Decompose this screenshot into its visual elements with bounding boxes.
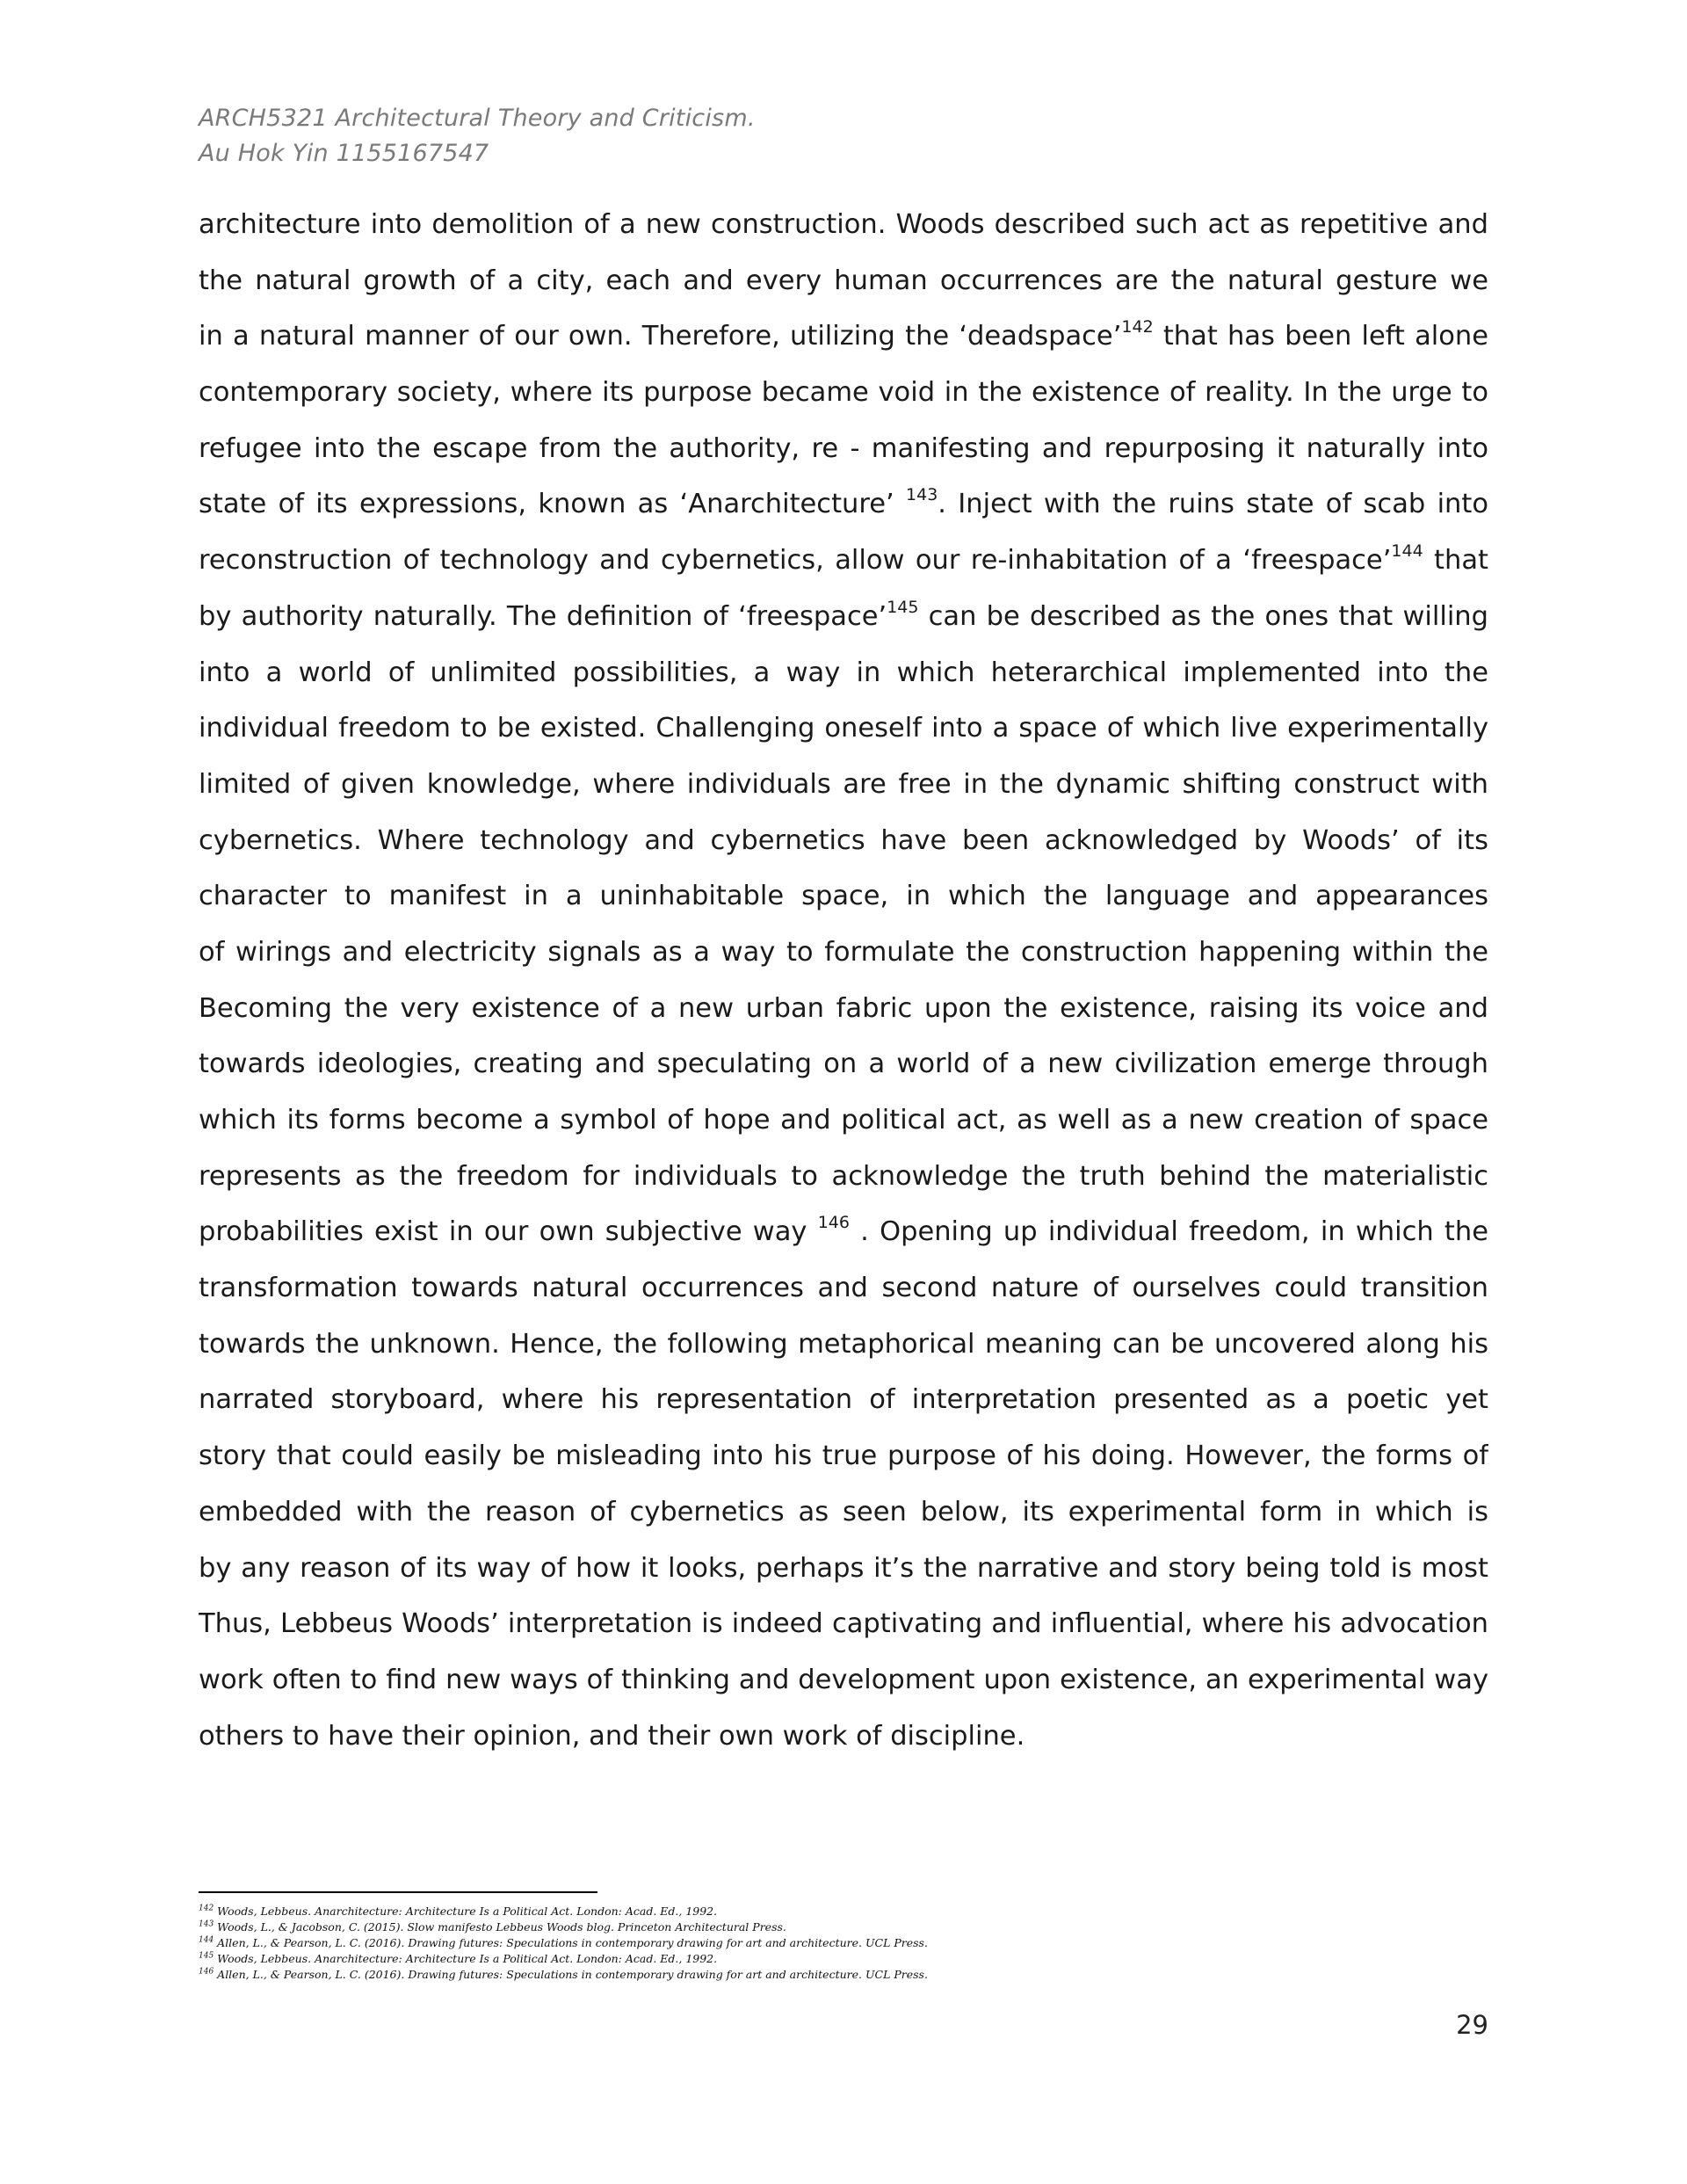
- text-line: work often to find new ways of thinking and development upon existence, an experimental way: [199, 1664, 1488, 1695]
- text-line: which its forms become a symbol of hope and political act, as well as a new creation of space: [199, 1105, 1488, 1136]
- text-line: reconstruction of technology and cybernetics, allow our re-inhabitation of a ‘freespace’$^{144}$ that: [199, 541, 1488, 577]
- footnote-item: $^{143}$ Woods, L., & Jacobson, C. (2015). Slow manifesto Lebbeus Woods blog. Princeton Architectural Press.: [199, 1919, 786, 1934]
- text-line: represents as the freedom for individuals to acknowledge the truth behind the materialistic: [199, 1160, 1488, 1192]
- text-line: probabilities exist in our own subjective way $^{146}$ . Opening up individual freedom, in which the: [199, 1213, 1488, 1248]
- text-line: by authority naturally. The definition of ‘freespace’$^{145}$ can be described as the ones that willing: [199, 597, 1488, 632]
- footnote-number: 144: [199, 1935, 214, 1945]
- footnote-ref[interactable]: 146: [817, 1213, 850, 1233]
- page-number: 29: [1456, 2010, 1488, 2040]
- text-line: the natural growth of a city, each and every human occurrences are the natural gesture we: [199, 265, 1488, 296]
- footnote-ref[interactable]: 144: [1391, 541, 1423, 561]
- text-line: embedded with the reason of cybernetics as seen below, its experimental form in which is: [199, 1496, 1488, 1527]
- text-line: into a world of unlimited possibilities, a way in which heterarchical implemented into the: [199, 657, 1488, 688]
- text-line: contemporary society, where its purpose became void in the existence of reality. In the urge to: [199, 377, 1488, 409]
- text-line: others to have their opinion, and their own work of discipline.: [199, 1720, 1025, 1752]
- text-line: individual freedom to be existed. Challenging oneself into a space of which live experimentally: [199, 713, 1488, 744]
- footnote-number: 146: [199, 1967, 214, 1977]
- text-line: story that could easily be misleading into his true purpose of his doing. However, the forms of: [199, 1440, 1488, 1472]
- text-line: cybernetics. Where technology and cybernetics have been acknowledged by Woods’ of its: [199, 824, 1488, 856]
- course-title: ARCH5321 Architectural Theory and Criticism.: [199, 105, 756, 132]
- text-line: refugee into the escape from the authority, re - manifesting and repurposing it naturally into: [199, 432, 1488, 464]
- text-line: narrated storyboard, where his representation of interpretation presented as a poetic yet: [199, 1384, 1488, 1416]
- footnote-number: 142: [199, 1904, 214, 1913]
- text-line: of wirings and electricity signals as a way to formulate the construction happening within the: [199, 936, 1488, 968]
- text-line: limited of given knowledge, where individuals are free in the dynamic shifting construct with: [199, 768, 1488, 800]
- footnote-number: 143: [199, 1919, 214, 1929]
- text-line: state of its expressions, known as ‘Anarchitecture’ $^{143}$. Inject with the ruins state of scab into: [199, 485, 1488, 520]
- text-line: by any reason of its way of how it looks, perhaps it’s the narrative and story being told is most: [199, 1552, 1488, 1584]
- text-line: Becoming the very existence of a new urban fabric upon the existence, raising its voice and: [199, 992, 1488, 1024]
- text-line: transformation towards natural occurrences and second nature of ourselves could transition: [199, 1273, 1488, 1304]
- footnote-separator: [199, 1891, 597, 1893]
- text-line: in a natural manner of our own. Therefore, utilizing the ‘deadspace’$^{142}$ that has been left alone: [199, 317, 1488, 352]
- text-line: towards ideologies, creating and speculating on a world of a new civilization emerge through: [199, 1048, 1488, 1080]
- text-line: character to manifest in a uninhabitable space, in which the language and appearances: [199, 881, 1488, 912]
- text-line: Thus, Lebbeus Woods’ interpretation is indeed captivating and influential, where his advocation: [199, 1608, 1488, 1640]
- footnote-item: $^{142}$ Woods, Lebbeus. Anarchitecture: Architecture Is a Political Act. London: Acad. Ed., 1992.: [199, 1904, 718, 1918]
- running-header: [199, 101, 756, 171]
- text-line: towards the unknown. Hence, the following metaphorical meaning can be uncovered along his: [199, 1328, 1488, 1360]
- body-paragraph: [199, 197, 1488, 1764]
- footnote-ref[interactable]: 142: [1121, 317, 1154, 337]
- footnote-item: $^{145}$ Woods, Lebbeus. Anarchitecture: Architecture Is a Political Act. London: Acad. Ed., 1992.: [199, 1951, 718, 1965]
- footnote-ref[interactable]: 145: [887, 597, 919, 617]
- footnote-item: $^{146}$ Allen, L., & Pearson, L. C. (2016). Drawing futures: Speculations in contemporary drawing for art and architecture. UCL Press.: [199, 1967, 928, 1981]
- footnotes: [199, 1904, 1341, 1983]
- text-line: architecture into demolition of a new construction. Woods described such act as repetitive and: [199, 209, 1488, 240]
- author-line: Au Hok Yin 1155167547: [199, 140, 489, 167]
- footnote-item: $^{144}$ Allen, L., & Pearson, L. C. (2016). Drawing futures: Speculations in contemporary drawing for art and architecture. UCL Press.: [199, 1935, 928, 1949]
- footnote-number: 145: [199, 1951, 214, 1961]
- footnote-ref[interactable]: 143: [906, 485, 938, 505]
